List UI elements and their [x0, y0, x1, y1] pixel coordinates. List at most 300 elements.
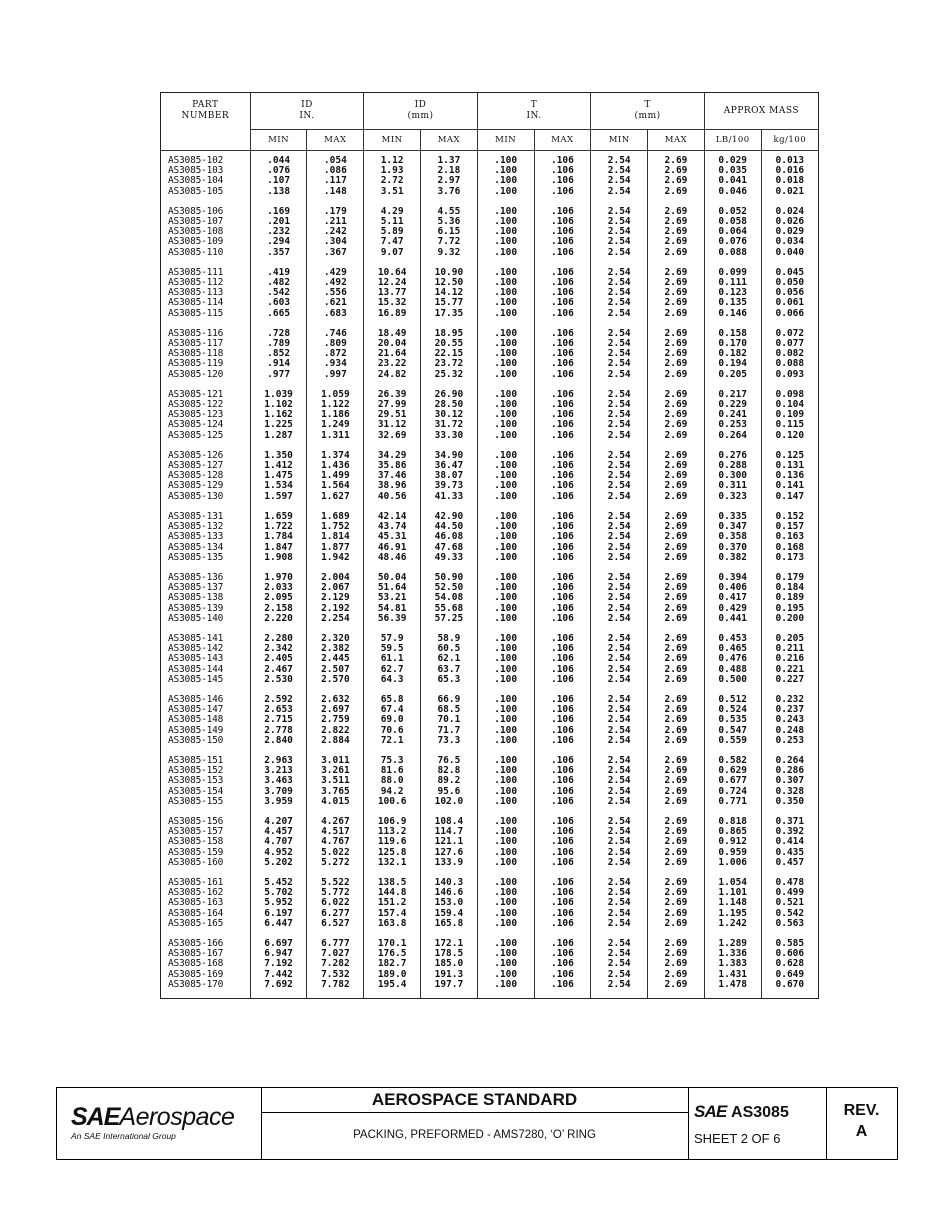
value-cell: 81.6	[364, 766, 421, 776]
value-cell: .106	[534, 827, 591, 837]
document-number: AS3085	[731, 1104, 789, 1121]
part-number-cell: AS3085-158	[161, 837, 250, 847]
value-cell: 0.200	[775, 612, 805, 624]
value-cell: 0.194	[704, 359, 761, 369]
value-cell: .106	[534, 278, 591, 288]
value-cell: 2.54	[591, 934, 648, 949]
value-cell: 0.061	[775, 297, 805, 309]
value-cell: 20.04	[364, 339, 421, 349]
value-cell: .683	[307, 309, 364, 324]
table-row	[161, 614, 818, 629]
value-cell: 1.847	[250, 543, 307, 553]
value-cell: 2.54	[591, 532, 648, 542]
value-cell: 0.018	[775, 175, 805, 187]
part-number-cell: AS3085-110	[161, 248, 250, 263]
value-cell: 133.9	[421, 858, 478, 873]
value-cell: 1.162	[250, 410, 307, 420]
value-cell: 44.50	[421, 522, 478, 532]
value-cell: 2.54	[591, 370, 648, 385]
value-cell: .106	[534, 553, 591, 568]
value-cell: 2.69	[648, 736, 705, 751]
value-cell: 2.69	[648, 715, 705, 725]
value-cell: 0.547	[704, 726, 761, 736]
value-cell: 0.104	[775, 399, 805, 411]
value-cell: .106	[534, 848, 591, 858]
value-cell: 6.697	[250, 934, 307, 949]
value-cell: 1.564	[307, 481, 364, 491]
value-cell: .852	[250, 349, 307, 359]
value-cell: .100	[477, 766, 534, 776]
value-cell: .106	[534, 507, 591, 522]
value-cell: 2.033	[250, 583, 307, 593]
value-cell: 121.1	[421, 837, 478, 847]
value-cell: 0.582	[704, 751, 761, 766]
part-number-cell: AS3085-163	[161, 898, 250, 908]
value-cell: 1.659	[250, 507, 307, 522]
header-id-mm	[364, 93, 478, 130]
value-cell: 38.96	[364, 481, 421, 491]
part-number-cell: AS3085-144	[161, 665, 250, 675]
value-cell: 2.54	[591, 324, 648, 339]
value-cell: 1.006	[704, 858, 761, 873]
value-cell: 70.6	[364, 726, 421, 736]
value-cell: .106	[534, 654, 591, 664]
value-cell: 5.952	[250, 898, 307, 908]
value-cell: 1.814	[307, 532, 364, 542]
table-row	[161, 736, 818, 751]
value-cell: .106	[534, 593, 591, 603]
value-cell: .107	[250, 176, 307, 186]
value-cell: 0.227	[775, 673, 805, 685]
value-cell: .809	[307, 339, 364, 349]
value-cell: 0.158	[704, 324, 761, 339]
value-cell: .106	[534, 420, 591, 430]
header-id-in-line1: ID	[301, 100, 313, 110]
value-cell: 2.69	[648, 151, 705, 167]
value-cell: 5.702	[250, 888, 307, 898]
value-cell: 50.90	[421, 568, 478, 583]
value-cell: 15.77	[421, 298, 478, 308]
value-cell: 26.90	[421, 385, 478, 400]
value-cell: 9.07	[364, 248, 421, 263]
table-row	[161, 593, 818, 603]
value-cell: 23.72	[421, 359, 478, 369]
value-cell: .106	[534, 787, 591, 797]
value-cell: 2.54	[591, 776, 648, 786]
value-cell: 1.689	[307, 507, 364, 522]
value-cell: .106	[534, 776, 591, 786]
value-cell: 2.69	[648, 858, 705, 873]
table-row	[161, 797, 818, 812]
value-cell: .100	[477, 919, 534, 934]
value-cell: 1.627	[307, 492, 364, 507]
value-cell: .100	[477, 812, 534, 827]
value-cell: 2.69	[648, 324, 705, 339]
value-cell: 2.158	[250, 604, 307, 614]
part-number-cell: AS3085-170	[161, 980, 250, 998]
value-cell: 2.405	[250, 654, 307, 664]
value-cell: 2.54	[591, 446, 648, 461]
value-cell: 18.49	[364, 324, 421, 339]
value-cell: 2.69	[648, 751, 705, 766]
value-cell: 0.253	[775, 734, 805, 746]
value-cell: 7.692	[250, 980, 307, 998]
table-row	[161, 690, 818, 705]
value-cell: .100	[477, 309, 534, 324]
value-cell: 0.358	[704, 532, 761, 542]
value-cell: .106	[534, 644, 591, 654]
value-cell: 0.232	[775, 693, 805, 705]
table-row	[161, 309, 818, 324]
value-cell: 95.6	[421, 787, 478, 797]
value-cell: 2.69	[648, 848, 705, 858]
value-cell: 125.8	[364, 848, 421, 858]
value-cell: 2.54	[591, 263, 648, 278]
value-cell: 0.021	[775, 185, 805, 197]
value-cell: 1.970	[250, 568, 307, 583]
value-cell: 0.111	[704, 278, 761, 288]
value-cell: .100	[477, 583, 534, 593]
part-number-cell: AS3085-149	[161, 726, 250, 736]
logo-word: Aerospace	[119, 1103, 235, 1131]
value-cell: 75.3	[364, 751, 421, 766]
value-cell: 2.69	[648, 959, 705, 969]
value-cell: 17.35	[421, 309, 478, 324]
value-cell: 20.55	[421, 339, 478, 349]
part-number-cell: AS3085-156	[161, 812, 250, 827]
part-number-cell: AS3085-135	[161, 553, 250, 568]
value-cell: .106	[534, 736, 591, 751]
value-cell: 1.148	[704, 898, 761, 908]
value-cell: 5.202	[250, 858, 307, 873]
header-id-in	[250, 93, 364, 130]
value-cell: 0.288	[704, 461, 761, 471]
value-cell: 4.267	[307, 812, 364, 827]
value-cell: 52.50	[421, 583, 478, 593]
value-cell: .100	[477, 959, 534, 969]
table-row	[161, 248, 818, 263]
value-cell: 2.54	[591, 766, 648, 776]
value-cell: .106	[534, 583, 591, 593]
subheader-t-mm-min: MIN	[591, 130, 648, 151]
value-cell: 46.91	[364, 543, 421, 553]
value-cell: .100	[477, 690, 534, 705]
value-cell: 0.585	[775, 938, 805, 949]
value-cell: .100	[477, 471, 534, 481]
value-cell: 62.7	[364, 665, 421, 675]
value-cell: .977	[250, 370, 307, 385]
value-cell: 0.499	[775, 887, 805, 899]
value-cell: 29.51	[364, 410, 421, 420]
value-cell: 16.89	[364, 309, 421, 324]
value-cell: 71.7	[421, 726, 478, 736]
value-cell: .106	[534, 909, 591, 919]
value-cell: .106	[534, 151, 591, 167]
value-cell: 2.69	[648, 919, 705, 934]
value-cell: 140.3	[421, 873, 478, 888]
value-cell: 1.225	[250, 420, 307, 430]
value-cell: 0.476	[704, 654, 761, 664]
value-cell: 0.307	[775, 775, 805, 787]
value-cell: 2.69	[648, 980, 705, 998]
value-cell: 5.022	[307, 848, 364, 858]
value-cell: 0.135	[704, 298, 761, 308]
value-cell: 0.052	[704, 202, 761, 217]
value-cell: 2.54	[591, 665, 648, 675]
table-row	[161, 507, 818, 522]
value-cell: 0.205	[775, 632, 805, 644]
value-cell: 2.69	[648, 420, 705, 430]
revision-value: A	[855, 1123, 868, 1140]
part-number-cell: AS3085-107	[161, 217, 250, 227]
value-cell: 2.54	[591, 237, 648, 247]
header-t-mm-line2: (mm)	[634, 111, 661, 121]
value-cell: 34.90	[421, 446, 478, 461]
value-cell: 1.383	[704, 959, 761, 969]
value-cell: 0.045	[775, 266, 805, 278]
value-cell: 0.221	[775, 663, 805, 675]
value-cell: 127.6	[421, 848, 478, 858]
value-cell: 0.328	[775, 785, 805, 797]
value-cell: 0.912	[704, 837, 761, 847]
value-cell: 6.527	[307, 919, 364, 934]
value-cell: .100	[477, 797, 534, 812]
value-cell: .419	[250, 263, 307, 278]
value-cell: .106	[534, 298, 591, 308]
part-number-cell: AS3085-150	[161, 736, 250, 751]
value-cell: .106	[534, 959, 591, 969]
value-cell: .044	[250, 151, 307, 167]
value-cell: 0.382	[704, 553, 761, 568]
document-number-cell	[688, 1088, 827, 1159]
value-cell: 58.9	[421, 629, 478, 644]
value-cell: 5.522	[307, 873, 364, 888]
value-cell: 2.69	[648, 629, 705, 644]
header-part-line1: PART	[192, 100, 219, 111]
value-cell: 2.129	[307, 593, 364, 603]
value-cell: 1.436	[307, 461, 364, 471]
subheader-id-in-min: MIN	[250, 130, 307, 151]
value-cell: .429	[307, 263, 364, 278]
part-number-cell: AS3085-155	[161, 797, 250, 812]
value-cell: 13.77	[364, 288, 421, 298]
part-number-cell: AS3085-159	[161, 848, 250, 858]
value-cell: 33.30	[421, 431, 478, 446]
value-cell: 0.629	[704, 766, 761, 776]
value-cell: 6.15	[421, 227, 478, 237]
value-cell: 62.1	[421, 654, 478, 664]
value-cell: .621	[307, 298, 364, 308]
value-cell: 0.542	[775, 907, 805, 919]
value-cell: .148	[307, 187, 364, 202]
value-cell: .106	[534, 471, 591, 481]
value-cell: 55.68	[421, 604, 478, 614]
value-cell: 2.69	[648, 705, 705, 715]
value-cell: 1.877	[307, 543, 364, 553]
value-cell: .106	[534, 522, 591, 532]
value-cell: 57.25	[421, 614, 478, 629]
value-cell: 2.840	[250, 736, 307, 751]
value-cell: .872	[307, 349, 364, 359]
value-cell: 2.69	[648, 934, 705, 949]
value-cell: 60.5	[421, 644, 478, 654]
value-cell: .100	[477, 858, 534, 873]
value-cell: 1.195	[704, 909, 761, 919]
value-cell: .106	[534, 492, 591, 507]
value-cell: .106	[534, 919, 591, 934]
value-cell: .100	[477, 949, 534, 959]
value-cell: 2.69	[648, 187, 705, 202]
header-id-in-line2: IN.	[299, 111, 315, 121]
value-cell: 2.592	[250, 690, 307, 705]
value-cell: 146.6	[421, 888, 478, 898]
value-cell: .100	[477, 543, 534, 553]
value-cell: 2.54	[591, 217, 648, 227]
value-cell: 35.86	[364, 461, 421, 471]
value-cell: 0.115	[775, 419, 805, 431]
value-cell: 0.152	[775, 510, 805, 522]
value-cell: 10.64	[364, 263, 421, 278]
header-t-in-line2: IN.	[526, 111, 542, 121]
value-cell: .100	[477, 644, 534, 654]
value-cell: 2.507	[307, 665, 364, 675]
value-cell: .076	[250, 166, 307, 176]
value-cell: .106	[534, 705, 591, 715]
value-cell: 2.69	[648, 614, 705, 629]
value-cell: 2.254	[307, 614, 364, 629]
value-cell: 2.963	[250, 751, 307, 766]
value-cell: 0.046	[704, 187, 761, 202]
header-approx-mass: APPROX MASS	[704, 93, 818, 130]
value-cell: 2.54	[591, 970, 648, 980]
value-cell: .106	[534, 837, 591, 847]
value-cell: .106	[534, 970, 591, 980]
value-cell: 0.120	[775, 429, 805, 441]
value-cell: 2.18	[421, 166, 478, 176]
value-cell: 32.69	[364, 431, 421, 446]
value-cell: .106	[534, 446, 591, 461]
value-cell: .728	[250, 324, 307, 339]
part-number-cell: AS3085-151	[161, 751, 250, 766]
value-cell: .100	[477, 278, 534, 288]
value-cell: 18.95	[421, 324, 478, 339]
value-cell: 2.69	[648, 970, 705, 980]
value-cell: 2.54	[591, 705, 648, 715]
part-number-cell: AS3085-168	[161, 959, 250, 969]
value-cell: .106	[534, 934, 591, 949]
value-cell: 2.69	[648, 665, 705, 675]
value-cell: 144.8	[364, 888, 421, 898]
value-cell: 0.370	[704, 543, 761, 553]
value-cell: .100	[477, 288, 534, 298]
table-row	[161, 873, 818, 888]
part-number-cell: AS3085-122	[161, 400, 250, 410]
part-number-cell: AS3085-143	[161, 654, 250, 664]
value-cell: 2.697	[307, 705, 364, 715]
value-cell: 1.478	[704, 980, 761, 998]
value-cell: 1.350	[250, 446, 307, 461]
value-cell: .106	[534, 217, 591, 227]
part-number-cell: AS3085-102	[161, 151, 250, 167]
value-cell: 2.445	[307, 654, 364, 664]
value-cell: 0.098	[775, 388, 805, 400]
value-cell: .997	[307, 370, 364, 385]
value-cell: 3.959	[250, 797, 307, 812]
value-cell: 3.261	[307, 766, 364, 776]
title-block	[56, 1087, 898, 1160]
value-cell: 7.72	[421, 237, 478, 247]
value-cell: 2.54	[591, 812, 648, 827]
value-cell: 7.47	[364, 237, 421, 247]
value-cell: 157.4	[364, 909, 421, 919]
value-cell: 2.69	[648, 675, 705, 690]
value-cell: 0.123	[704, 288, 761, 298]
value-cell: 113.2	[364, 827, 421, 837]
value-cell: 2.54	[591, 471, 648, 481]
value-cell: 2.69	[648, 888, 705, 898]
value-cell: .201	[250, 217, 307, 227]
title-cell	[261, 1088, 689, 1159]
value-cell: 89.2	[421, 776, 478, 786]
value-cell: 2.54	[591, 919, 648, 934]
table-row	[161, 858, 818, 873]
value-cell: .100	[477, 431, 534, 446]
value-cell: 2.69	[648, 726, 705, 736]
value-cell: 0.371	[775, 815, 805, 827]
value-cell: 56.39	[364, 614, 421, 629]
value-cell: 2.69	[648, 471, 705, 481]
value-cell: 1.039	[250, 385, 307, 400]
value-cell: 2.54	[591, 227, 648, 237]
value-cell: 0.500	[704, 675, 761, 690]
value-cell: .100	[477, 227, 534, 237]
value-cell: 2.69	[648, 227, 705, 237]
value-cell: 0.064	[704, 227, 761, 237]
value-cell: 7.192	[250, 959, 307, 969]
value-cell: 0.040	[775, 246, 805, 258]
part-number-cell: AS3085-167	[161, 949, 250, 959]
part-number-cell: AS3085-128	[161, 471, 250, 481]
value-cell: 88.0	[364, 776, 421, 786]
value-cell: 2.632	[307, 690, 364, 705]
sheet-number: SHEET 2 OF 6	[694, 1131, 781, 1146]
value-cell: 2.69	[648, 385, 705, 400]
table-row	[161, 532, 818, 542]
value-cell: 59.5	[364, 644, 421, 654]
value-cell: 2.69	[648, 522, 705, 532]
value-cell: 3.011	[307, 751, 364, 766]
table-row	[161, 324, 818, 339]
value-cell: .106	[534, 629, 591, 644]
value-cell: .367	[307, 248, 364, 263]
value-cell: 0.865	[704, 827, 761, 837]
value-cell: 2.69	[648, 431, 705, 446]
value-cell: 2.467	[250, 665, 307, 675]
value-cell: 0.163	[775, 531, 805, 543]
value-cell: 0.088	[704, 248, 761, 263]
value-cell: 2.69	[648, 690, 705, 705]
value-cell: .106	[534, 888, 591, 898]
value-cell: 2.69	[648, 766, 705, 776]
value-cell: .106	[534, 202, 591, 217]
value-cell: 2.54	[591, 507, 648, 522]
value-cell: 2.69	[648, 654, 705, 664]
value-cell: 1.752	[307, 522, 364, 532]
value-cell: 2.54	[591, 614, 648, 629]
value-cell: 1.242	[704, 919, 761, 934]
value-cell: 10.90	[421, 263, 478, 278]
value-cell: 42.14	[364, 507, 421, 522]
